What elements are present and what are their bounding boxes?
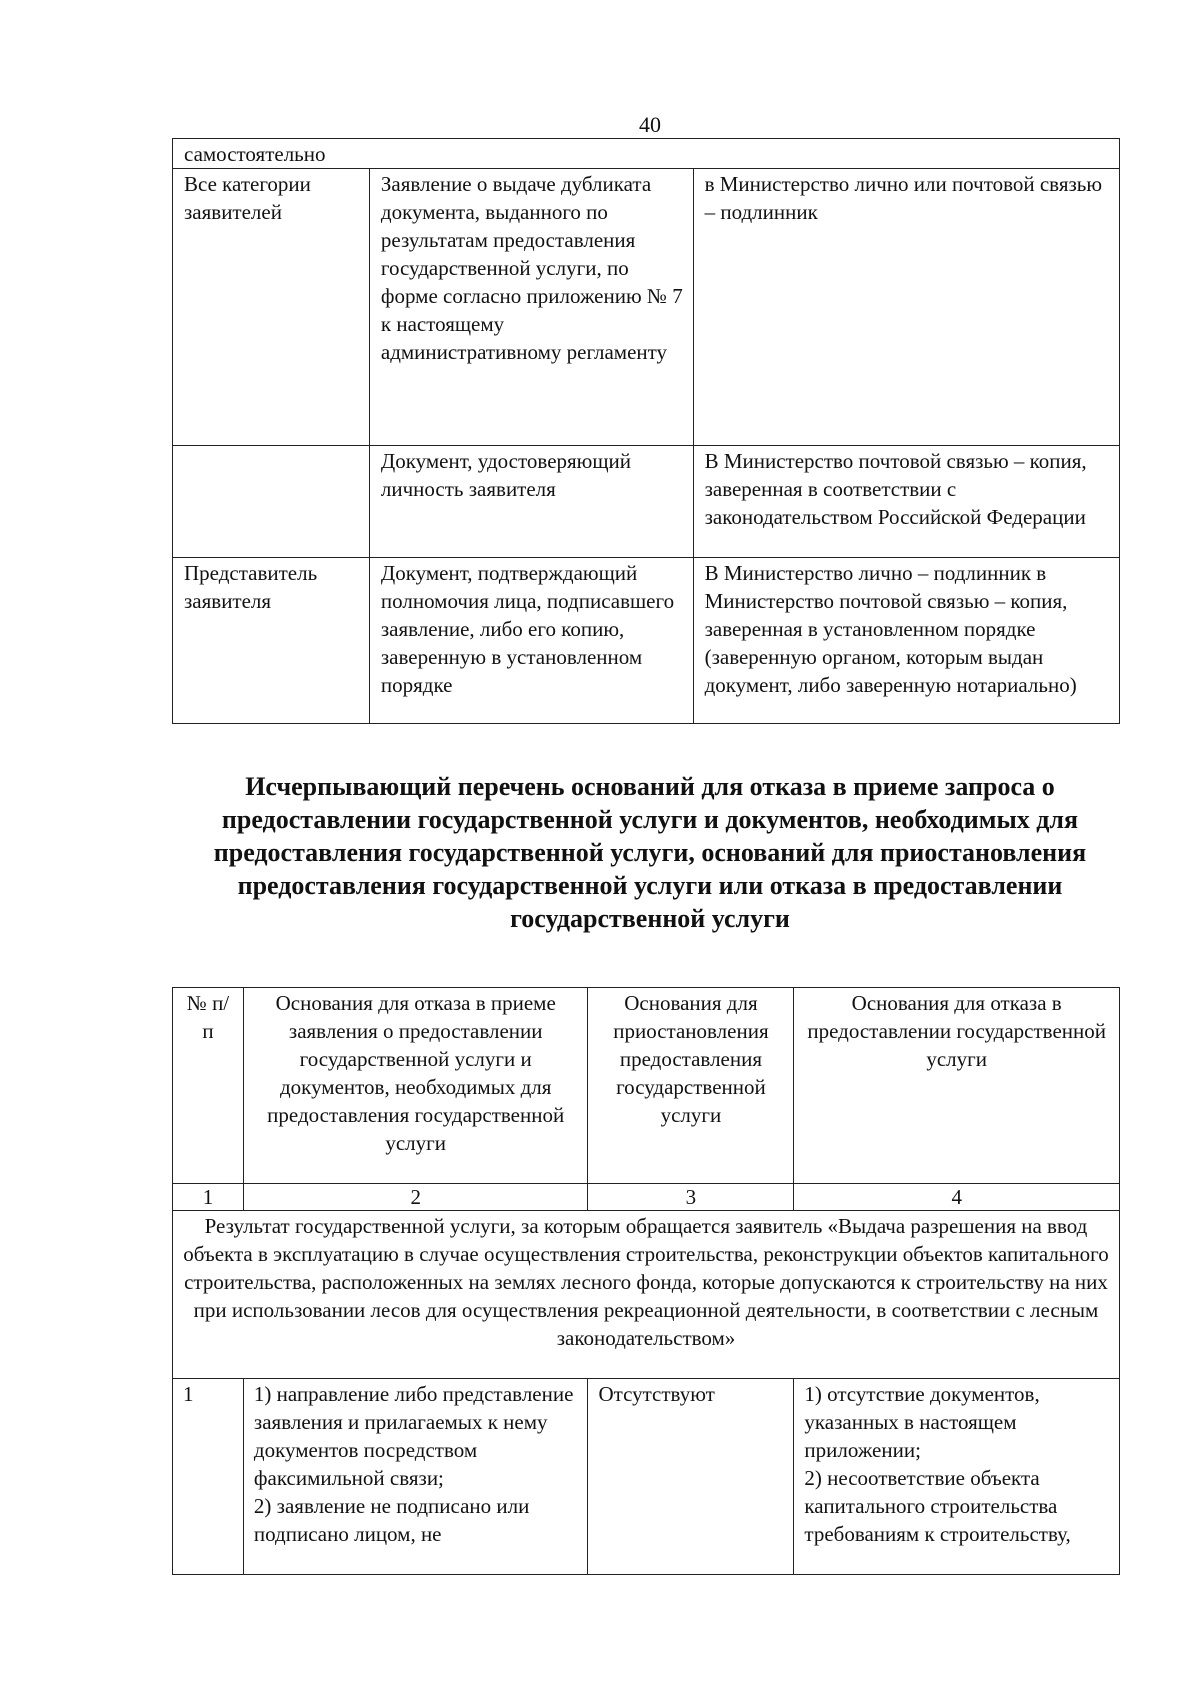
table-cell-document: Заявление о выдаче дубликата документа, выданного по результатам предоставления государственной услуги, по форме согласно приложению № 7 к настоящему административному регламенту bbox=[369, 169, 693, 446]
table-cell-category: Представитель заявителя bbox=[173, 558, 370, 724]
list-item: 1) отсутствие документов, указанных в настоящем приложении; bbox=[804, 1382, 1040, 1462]
table-cell: самостоятельно bbox=[173, 139, 1120, 169]
column-number: 2 bbox=[243, 1184, 588, 1211]
header-cell-number: № п/п bbox=[173, 988, 244, 1184]
header-cell-intake-refusal: Основания для отказа в приеме заявления о предоставлении государственной услуги и документов, необходимых для предоставления государственной услуги bbox=[243, 988, 588, 1184]
header-cell-service-refusal: Основания для отказа в предоставлении государственной услуги bbox=[794, 988, 1120, 1184]
table-cell-category bbox=[173, 446, 370, 558]
column-number-row bbox=[173, 1184, 1120, 1211]
column-number: 3 bbox=[588, 1184, 794, 1211]
table-cell-document: Документ, удостоверяющий личность заявителя bbox=[369, 446, 693, 558]
service-result-cell: Результат государственной услуги, за которым обращается заявитель «Выдача разрешения на ввод объекта в эксплуатацию в случае осуществления строительства, реконструкции объектов капитального строительства, расположенных на землях лесного фонда, которые допускаются к строительству на них при использовании лесов для осуществления рекреационной деятельности, в соответствии с лесным законодательством» bbox=[173, 1211, 1120, 1379]
list-item: 2) заявление не подписано или подписано лицом, не bbox=[253, 1494, 530, 1546]
table-row bbox=[173, 169, 1120, 446]
list-item: 2) несоответствие объекта капитального строительства требованиям к строительству, bbox=[804, 1466, 1071, 1546]
table-row bbox=[173, 1211, 1120, 1379]
table-cell-method: В Министерство лично – подлинник в Министерство почтовой связью – копия, заверенная в установленном порядке (заверенную органом, которым выдан документ, либо заверенную нотариально) bbox=[693, 558, 1119, 724]
table-cell-document: Документ, подтверждающий полномочия лица, подписавшего заявление, либо его копию, заверенную в установленном порядке bbox=[369, 558, 693, 724]
service-refusal-cell bbox=[794, 1379, 1120, 1575]
table-header-row bbox=[173, 988, 1120, 1184]
header-cell-suspension: Основания для приостановления предоставления государственной услуги bbox=[588, 988, 794, 1184]
table-row bbox=[173, 1379, 1120, 1575]
table-cell-category: Все категории заявителей bbox=[173, 169, 370, 446]
column-number: 1 bbox=[173, 1184, 244, 1211]
table-cell-method: в Министерство лично или почтовой связью – подлинник bbox=[693, 169, 1119, 446]
suspension-cell: Отсутствуют bbox=[588, 1379, 794, 1575]
page-number: 40 bbox=[639, 112, 661, 137]
documents-table bbox=[172, 138, 1120, 724]
table-row bbox=[173, 558, 1120, 724]
table-cell-method: В Министерство почтовой связью – копия, заверенная в соответствии с законодательством Российской Федерации bbox=[693, 446, 1119, 558]
intake-refusal-cell bbox=[243, 1379, 588, 1575]
section-heading: Исчерпывающий перечень оснований для отказа в приеме запроса о предоставлении государственной услуги и документов, необходимых для предоставления государственной услуги, оснований для приостановления предоставления государственной услуги или отказа в предоставлении государственной услуги bbox=[213, 772, 1087, 933]
row-number: 1 bbox=[173, 1379, 244, 1575]
list-item: 1) направление либо представление заявления и прилагаемых к нему документов посредством факсимильной связи; bbox=[253, 1382, 574, 1490]
table-row bbox=[173, 446, 1120, 558]
refusal-grounds-table bbox=[172, 987, 1120, 1575]
table-row bbox=[173, 139, 1120, 169]
column-number: 4 bbox=[794, 1184, 1120, 1211]
